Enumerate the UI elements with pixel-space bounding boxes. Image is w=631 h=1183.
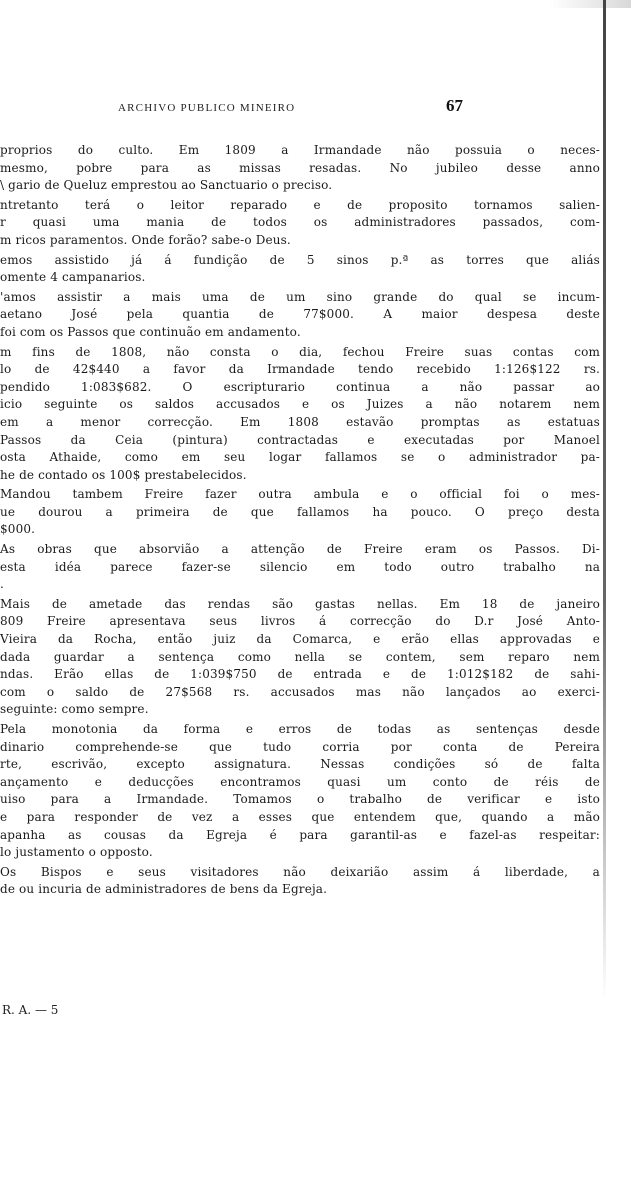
paragraph xyxy=(0,541,600,594)
text-line: he de contado os 100$ prestabelecidos. xyxy=(0,467,247,482)
text-line: osta Athaide, como em seu logar fallamos se o administrador pa- xyxy=(0,450,600,465)
paragraph xyxy=(0,197,600,250)
page-edge-shadow xyxy=(550,0,631,8)
paragraph xyxy=(0,289,600,342)
page-number: 67 xyxy=(446,96,463,115)
text-line: pendido 1:083$682. O escripturario continua a não passar ao xyxy=(0,379,600,394)
text-line: . xyxy=(0,577,4,592)
text-line: Pela monotonia da forma e erros de todas as sentenças desde xyxy=(0,722,600,736)
text-line: Mandou tambem Freire fazer outra ambula e o official foi o mes- xyxy=(0,487,600,502)
paragraph xyxy=(0,721,600,862)
paragraph xyxy=(0,142,600,195)
text-line: esta idéa parece fazer-se silencio em todo outro trabalho na xyxy=(0,559,600,574)
text-line: ndas. Erão ellas de 1:039$750 de entrada e de 1:012$182 de sahi- xyxy=(0,667,600,682)
paragraph xyxy=(0,596,600,719)
paragraph xyxy=(0,486,600,539)
text-line: Vieira da Rocha, então juiz da Comarca, e erão ellas approvadas e xyxy=(0,632,600,647)
text-line: icio seguinte os saldos accusados e os Juizes a não notarem nem xyxy=(0,397,600,412)
text-line: Os Bispos e seus visitadores não deixarião assim á liberdade, a xyxy=(0,864,600,879)
paragraph xyxy=(0,252,600,287)
text-line: e para responder de vez a esses que entendem que, quando a mão xyxy=(0,809,600,824)
text-line: As obras que absorvião a attenção de Freire eram os Passos. Di- xyxy=(0,542,600,557)
text-line: \ gario de Queluz emprestou ao Sanctuario o preciso. xyxy=(0,178,333,193)
text-line: proprios do culto. Em 1809 a Irmandade não possuia o neces- xyxy=(0,143,600,157)
text-line: em a menor correcção. Em 1808 estavão promptas as estatuas xyxy=(0,414,600,429)
text-line: lo de 42$440 a favor da Irmandade tendo recebido 1:126$122 rs. xyxy=(0,362,600,377)
text-line: ntretanto terá o leitor reparado e de proposito tornamos salien- xyxy=(0,197,600,212)
text-line: de ou incuria de administradores de bens da Egreja. xyxy=(0,882,328,897)
signature-mark: R. A. — 5 xyxy=(2,1003,59,1017)
text-line: ançamento e deducções encontramos quasi um conto de réis de xyxy=(0,774,600,789)
text-line: aetano José pela quantia de 77$000. A maior despesa deste xyxy=(0,307,600,322)
text-line: dinario comprehende-se que tudo corria por conta de Pereira xyxy=(0,739,600,754)
text-line: m ricos paramentos. Onde forão? sabe-o Deus. xyxy=(0,232,291,247)
text-line: r quasi uma mania de todos os administradores passados, com- xyxy=(0,215,600,230)
text-line: seguinte: como sempre. xyxy=(0,702,149,717)
running-title: ARCHIVO PUBLICO MINEIRO xyxy=(118,102,296,114)
text-line: 809 Freire apresentava seus livros á correcção do D.r José Anto- xyxy=(0,614,600,629)
text-line: uiso para a Irmandade. Tomamos o trabalho de verificar e isto xyxy=(0,792,600,807)
page-fold-line xyxy=(603,0,606,1000)
text-line: m fins de 1808, não consta o dia, fechou Freire suas contas com xyxy=(0,344,600,359)
text-line: $000. xyxy=(0,522,36,537)
text-line: rte, escrivão, excepto assignatura. Nessas condições só de falta xyxy=(0,757,600,772)
text-line: Mais de ametade das rendas são gastas nellas. Em 18 de janeiro xyxy=(0,596,600,611)
text-line: ue dourou a primeira de que fallamos ha pouco. O preço desta xyxy=(0,504,600,519)
text-line: Passos da Ceia (pintura) contractadas e executadas por Manoel xyxy=(0,432,600,447)
text-line: foi com os Passos que continuão em andamento. xyxy=(0,324,301,339)
text-line: dada guardar a sentença como nella se contem, sem reparo nem xyxy=(0,649,600,664)
text-line: lo justamento o opposto. xyxy=(0,845,153,860)
text-line: 'amos assistir a mais uma de um sino grande do qual se incum- xyxy=(0,289,600,304)
text-line: mesmo, pobre para as missas resadas. No jubileo desse anno xyxy=(0,160,600,175)
text-line: emos assistido já á fundição de 5 sinos p.ª as torres que aliás xyxy=(0,252,600,267)
text-line: apanha as cousas da Egreja é para garantil-as e fazel-as respeitar: xyxy=(0,827,600,842)
page-header xyxy=(0,96,600,120)
text-line: omente 4 campanarios. xyxy=(0,270,146,285)
paragraph xyxy=(0,344,600,485)
paragraph xyxy=(0,864,600,899)
text-line: com o saldo de 27$568 rs. accusados mas não lançados ao exerci- xyxy=(0,684,600,699)
body-text xyxy=(0,142,600,901)
